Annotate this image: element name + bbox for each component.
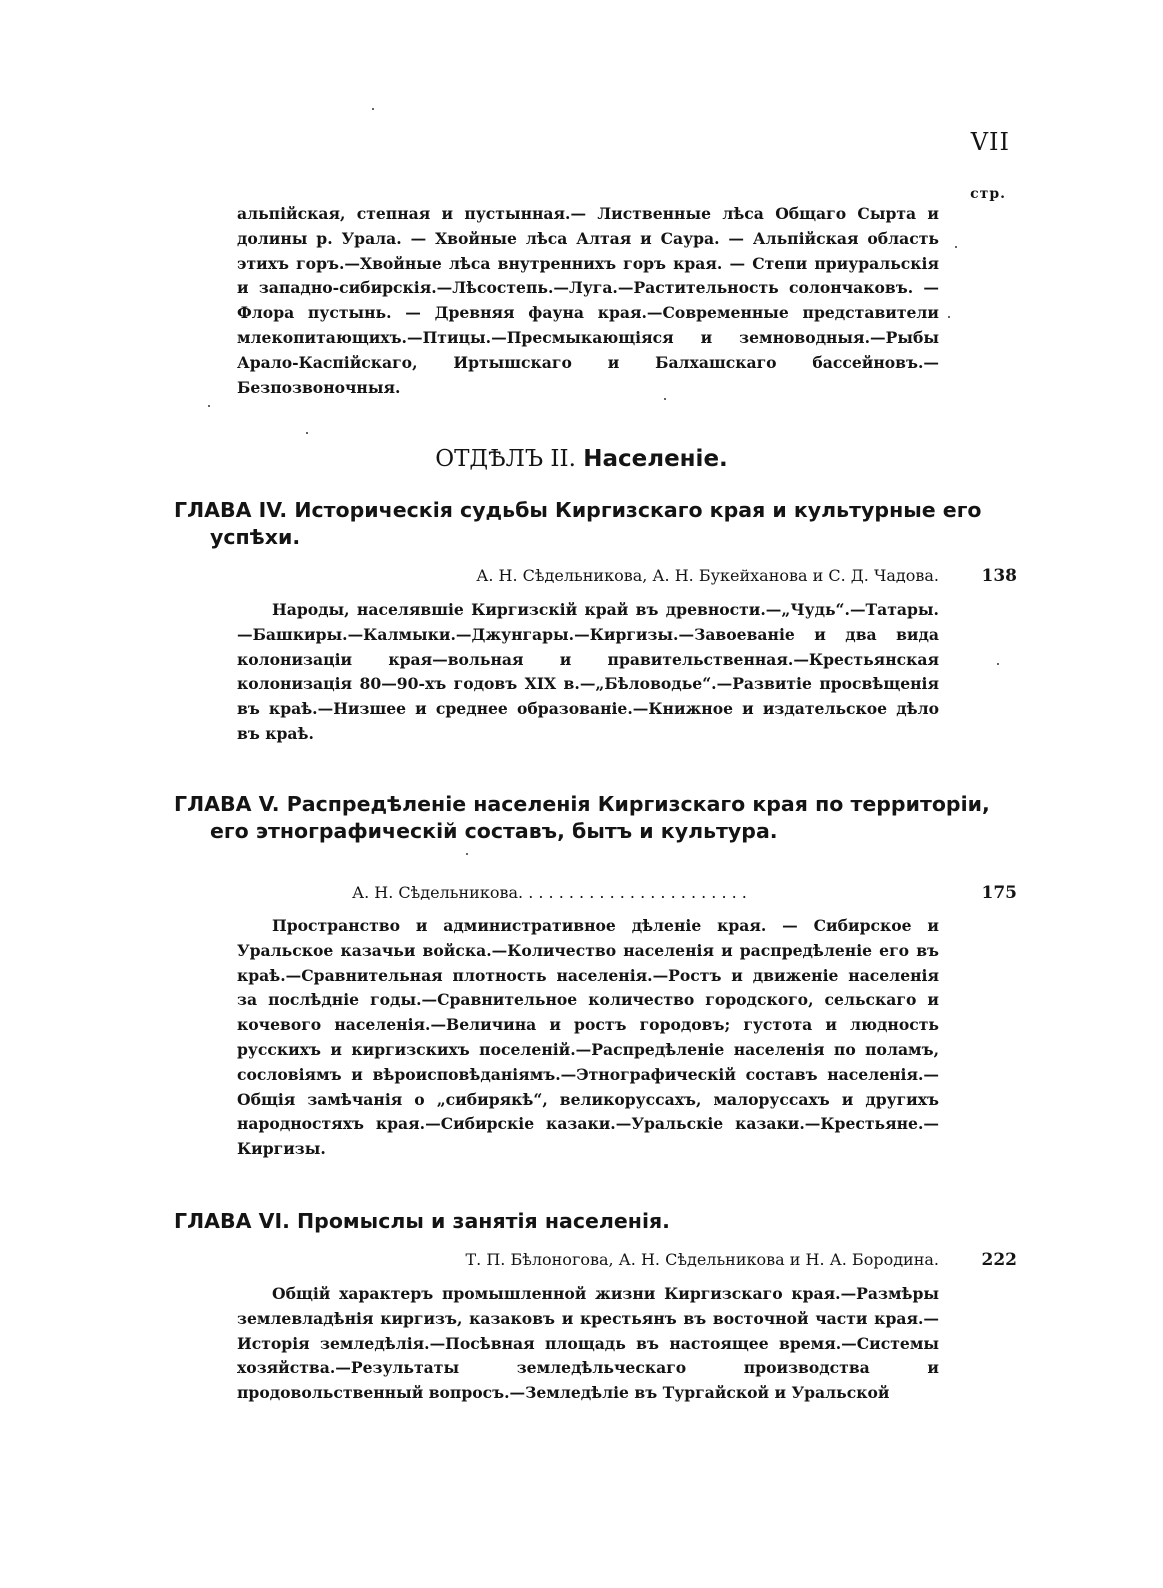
chapter-4-summary: Народы, населявшіе Киргизскій край въ древности.—„Чудь“.—Татары.—Башкиры.—Калмыки.—Джунгары.—Киргизы.—Завоеваніе и два вида колонизаціи края—вольная и правительственная.—Крестьянская колонизація 80—90-хъ годовъ XIX в.—„Бѣловодье“.—Развитіе просвѣщенія въ краѣ.—Низшее и среднее образованіе.—Книжное и издательское дѣло въ краѣ.	[237, 600, 939, 743]
chapter-5-authors: А. Н. Сѣдельникова.	[352, 883, 524, 902]
chapter-4-page: 138	[981, 566, 1017, 586]
section-title: Населеніе.	[583, 446, 728, 472]
intro-paragraph: альпійская, степная и пустынная.— Лиственные лѣса Общаго Сырта и долины р. Урала. — Хвойные лѣса Алтая и Саура. — Альпійская область этихъ горъ.—Хвойные лѣса внутреннихъ горъ края. — Степи приуральскія и западно-сибирскія.—Лѣсостепь.—Луга.—Растительность солончаковъ. — Флора пустынь. — Древняя фауна края.—Современные представители млекопитающихъ.—Птицы.—Пресмыкающіяся и земноводныя.—Рыбы Арало-Каспійскаго, Иртышскаго и Балхашскаго бассейновъ.—Безпозвоночныя.	[237, 204, 939, 397]
scan-speck	[466, 853, 468, 855]
scan-speck	[208, 405, 210, 407]
scan-speck	[955, 246, 957, 248]
chapter-5-heading: ГЛАВА V. Распредѣленіе населенія Киргизскаго края по территоріи, его этнографическій составъ, бытъ и культура.	[174, 792, 990, 843]
scan-speck	[997, 663, 999, 665]
section-heading	[0, 446, 1163, 472]
scan-speck	[372, 108, 374, 110]
chapter-5-summary: Пространство и административное дѣленіе края. — Сибирское и Уральское казачьи войска.—Количество населенія и распредѣленіе его въ краѣ.—Сравнительная плотность населенія.—Ростъ и движеніе населенія за послѣдніе годы.—Сравнительное количество городского, сельскаго и кочевого населенія.—Величина и ростъ городовъ; густота и людность русскихъ и киргизскихъ поселеній.—Распредѣленіе населенія по поламъ, сословіямъ и вѣроисповѣданіямъ.—Этнографическій составъ населенія.— Общія замѣчанія о „сибирякѣ“, великоруссахъ, малоруссахъ и другихъ народностяхъ края.—Сибирскіе казаки.—Уральскіе казаки.—Крестьяне.—Киргизы.	[237, 916, 939, 1159]
chapter-4-heading: ГЛАВА IV. Историческія судьбы Киргизскаго края и культурные его успѣхи.	[174, 498, 982, 549]
chapter-6-heading: ГЛАВА VI. Промыслы и занятія населенія.	[174, 1209, 670, 1233]
section-label: ОТДѢЛЪ II.	[435, 446, 576, 472]
chapter-5-authors-line	[352, 883, 942, 902]
page-column-label: стр.	[970, 186, 1006, 202]
scan-speck	[948, 316, 950, 318]
chapter-6-authors: Т. П. Бѣлоногова, А. Н. Сѣдельникова и Н. А. Бородина.	[465, 1250, 939, 1269]
dot-leader: . . . . . . . . . . . . . . . . . . . . . .	[528, 883, 747, 902]
page-numeral: VII	[970, 128, 1010, 156]
chapter-6-page: 222	[981, 1250, 1017, 1270]
scan-speck	[664, 398, 666, 400]
chapter-4-authors: А. Н. Сѣдельникова, А. Н. Букейханова и С. Д. Чадова.	[476, 566, 939, 585]
chapter-5-page: 175	[981, 883, 1017, 903]
scan-speck	[306, 432, 308, 434]
chapter-6-summary: Общій характеръ промышленной жизни Киргизскаго края.—Размѣры землевладѣнія киргизъ, казаковъ и крестьянъ въ восточной части края.—Исторія земледѣлія.—Посѣвная площадь въ настоящее время.—Системы хозяйства.—Результаты земледѣльческаго производства и продовольственный вопросъ.—Земледѣліе въ Тургайской и Уральской	[237, 1284, 939, 1403]
